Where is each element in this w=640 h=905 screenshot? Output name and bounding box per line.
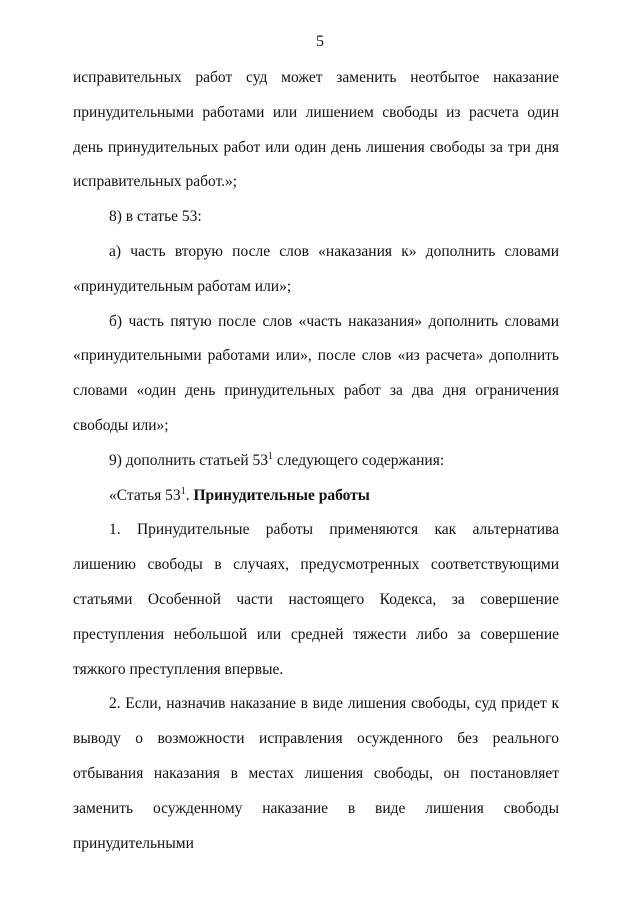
item-9-superscript: 1 [268,450,274,462]
paragraph-item-9 [73,444,559,479]
paragraph-continuation: исправительных работ суд может заменить неотбытое наказание принудительными работами или лишением свободы из расчета один день принудительных работ или один день лишения свободы за три дня исправительных работ.»; [73,69,559,191]
item-9-text: 9) дополнить статьей 53 [109,451,269,469]
paragraph-item-b: б) часть пятую после слов «часть наказания» дополнить словами «принудительными работами или», после слов «из расчета» дополнить словами «один день принудительных работ за два дня ограничения свободы или»; [73,312,559,434]
article-prefix: «Статья 53 [109,486,181,504]
paragraph-clause-1: 1. Принудительные работы применяются как альтернатива лишению свободы в случаях, предусмотренных соответствующими статьями Особенной части настоящего Кодекса, за совершение преступления небольшой или средней тяжести либо за совершение тяжкого преступления впервые. [73,521,559,678]
paragraph-clause-2: 2. Если, назначив наказание в виде лишения свободы, суд придет к выводу о возможности исправления осужденного без реального отбывания наказания в местах лишения свободы, он постановляет заменить осужденному наказание в виде лишения свободы принудительными [73,695,559,852]
article-superscript: 1 [180,485,186,497]
paragraph-item-8: 8) в статье 53: [109,208,202,226]
document-body [73,61,559,861]
article-title: Принудительные работы [193,486,370,504]
article-dot: . [185,486,194,504]
article-heading [73,479,559,514]
page-number: 5 [316,33,324,50]
item-9-text-end: следующего содержания: [273,451,445,469]
paragraph-item-a: а) часть вторую после слов «наказания к» дополнить словами «принудительным работам или»; [73,242,559,295]
